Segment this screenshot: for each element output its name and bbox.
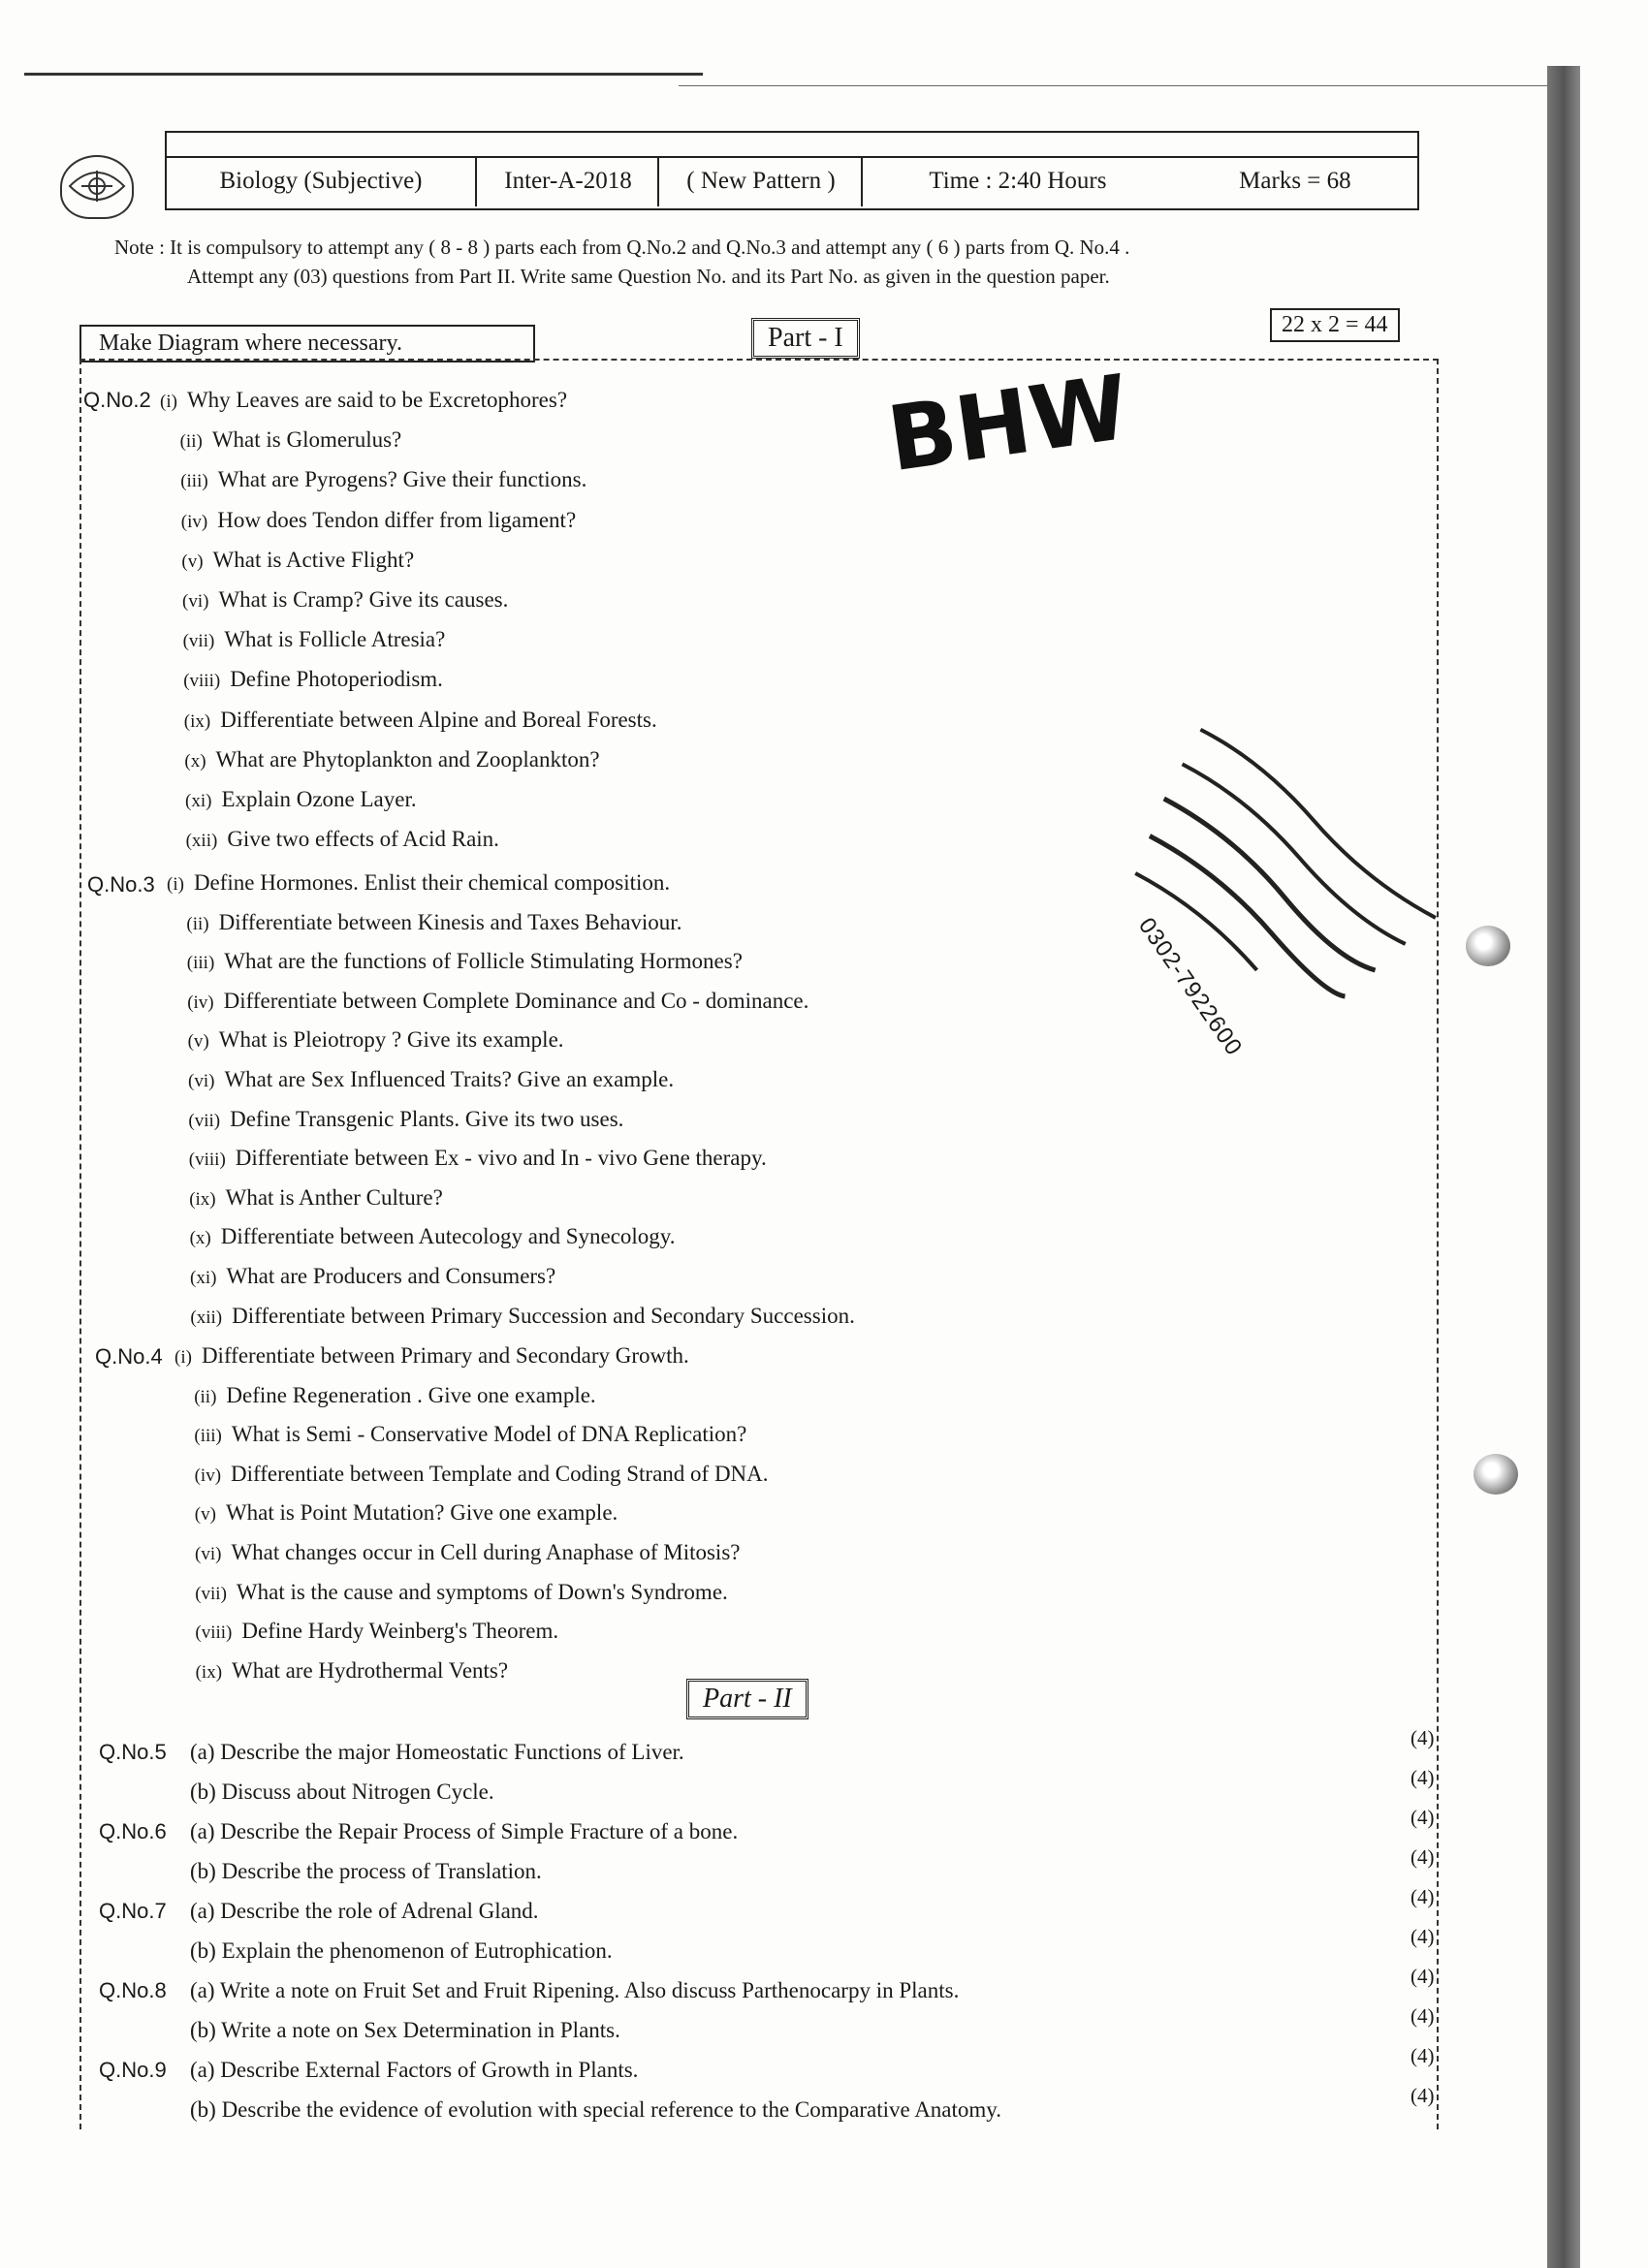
marks-label: Marks = 68 bbox=[1239, 168, 1351, 194]
part2-question-label: Q.No.5 bbox=[99, 1740, 167, 1764]
part-one-score-box: 22 x 2 = 44 bbox=[1270, 308, 1400, 342]
item-text: Give two effects of Acid Rain. bbox=[227, 827, 499, 852]
q3-item bbox=[187, 989, 808, 1014]
item-number: (vi) bbox=[195, 1544, 222, 1564]
note-text-1: It is compulsory to attempt any ( 8 - 8 ) parts each from Q.No.2 and Q.No.3 and attempt any ( 6 ) parts from Q. No.4 . bbox=[170, 236, 1130, 259]
part2-part-b: (b) Describe the process of Translation. bbox=[190, 1859, 542, 1883]
part2-part-a: (a) Describe the Repair Process of Simple Fracture of a bone. bbox=[190, 1819, 739, 1843]
item-text: What are Pyrogens? Give their functions. bbox=[217, 467, 587, 492]
item-number: (x) bbox=[189, 1228, 211, 1249]
part2-marks-b: (4) bbox=[1410, 1845, 1435, 1869]
item-number: (ix) bbox=[183, 710, 211, 732]
item-text: What are Sex Influenced Traits? Give an example. bbox=[224, 1067, 675, 1091]
q4-label: Q.No.4 bbox=[95, 1344, 163, 1369]
part2-question-label: Q.No.9 bbox=[99, 2058, 167, 2082]
handwritten-initials bbox=[887, 359, 1178, 480]
item-text: Differentiate between Template and Coding Strand of DNA. bbox=[231, 1461, 769, 1486]
part2-part-b: (b) Write a note on Sex Determination in Plants. bbox=[190, 2018, 620, 2042]
item-number: (v) bbox=[194, 1504, 216, 1526]
item-number: (ii) bbox=[179, 431, 203, 453]
part2-marks-b: (4) bbox=[1410, 2084, 1435, 2107]
q3-item bbox=[190, 1224, 676, 1249]
item-text: What is Anther Culture? bbox=[225, 1184, 443, 1210]
item-number: (iv) bbox=[180, 511, 208, 532]
item-number: (iv) bbox=[187, 992, 214, 1013]
item-number: (ii) bbox=[186, 913, 209, 934]
item-number: (i) bbox=[160, 392, 177, 412]
item-number: (v) bbox=[181, 551, 204, 572]
item-number: (vi) bbox=[188, 1071, 215, 1091]
item-text: What are the functions of Follicle Stimulating Hormones? bbox=[224, 949, 743, 974]
part2-part-a: (a) Write a note on Fruit Set and Fruit Ripening. Also discuss Parthenocarpy in Plants. bbox=[190, 1978, 960, 2002]
part2-part-a: (a) Describe the role of Adrenal Gland. bbox=[190, 1899, 539, 1923]
item-text: What is Cramp? Give its causes. bbox=[218, 587, 509, 612]
item-text: What are Hydrothermal Vents? bbox=[232, 1657, 509, 1683]
q2-item bbox=[183, 627, 446, 652]
q3-item bbox=[188, 1027, 564, 1053]
item-text: Define Hormones. Enlist their chemical composition. bbox=[193, 870, 671, 895]
item-number: (xi) bbox=[185, 791, 212, 811]
item-number: (iii) bbox=[180, 471, 208, 492]
item-text: Differentiate between Ex - vivo and In - vivo Gene therapy. bbox=[235, 1146, 767, 1171]
q2-item bbox=[184, 708, 657, 733]
item-text: Define Hardy Weinberg's Theorem. bbox=[241, 1619, 559, 1644]
q4-item bbox=[195, 1619, 558, 1644]
item-number: (ii) bbox=[194, 1386, 217, 1407]
part2-part-b: (b) Explain the phenomenon of Eutrophication. bbox=[190, 1938, 613, 1963]
item-number: (xi) bbox=[190, 1268, 217, 1288]
q4-item bbox=[195, 1462, 769, 1487]
part2-marks-b: (4) bbox=[1410, 1766, 1435, 1789]
part2-part-b: (b) Describe the evidence of evolution with special reference to the Comparative Anatomy. bbox=[190, 2097, 1002, 2122]
item-number: (xii) bbox=[190, 1307, 223, 1328]
paper-code-cell: Inter-A-2018 bbox=[475, 156, 659, 206]
handwritten-text: BHW bbox=[887, 359, 1135, 475]
item-number: (iv) bbox=[194, 1465, 222, 1486]
part2-marks-a: (4) bbox=[1410, 1885, 1435, 1908]
scan-edge-line bbox=[24, 73, 703, 76]
item-number: (vii) bbox=[195, 1583, 227, 1604]
part2-part-a: (a) Describe External Factors of Growth in Plants. bbox=[190, 2058, 639, 2082]
item-number: (x) bbox=[184, 750, 206, 772]
q3-item bbox=[190, 1264, 555, 1289]
q3-item bbox=[189, 1146, 767, 1171]
pattern-cell: ( New Pattern ) bbox=[657, 156, 863, 206]
item-text: Explain Ozone Layer. bbox=[221, 787, 417, 811]
scan-edge-line-thin bbox=[679, 85, 1551, 86]
q4-item bbox=[195, 1580, 728, 1605]
item-number: (i) bbox=[174, 1347, 192, 1368]
punch-hole-bottom bbox=[1474, 1454, 1518, 1495]
q2-item bbox=[181, 548, 414, 573]
q3-item bbox=[189, 1185, 443, 1211]
q2-item bbox=[184, 747, 599, 772]
q4-item bbox=[194, 1422, 746, 1447]
q3-item bbox=[167, 870, 670, 896]
q2-item bbox=[186, 827, 499, 852]
item-number: (viii) bbox=[188, 1150, 226, 1171]
q3-item bbox=[186, 910, 681, 935]
item-number: (ix) bbox=[195, 1661, 223, 1683]
item-text: What changes occur in Cell during Anaphase of Mitosis? bbox=[231, 1540, 741, 1564]
q4-item bbox=[196, 1658, 509, 1684]
item-number: (vii) bbox=[182, 631, 215, 652]
item-text: Differentiate between Kinesis and Taxes Behaviour. bbox=[218, 909, 682, 934]
item-text: Define Transgenic Plants. Give its two uses. bbox=[230, 1106, 624, 1131]
q2-item bbox=[180, 427, 402, 453]
q2-item bbox=[185, 787, 417, 812]
item-number: (viii) bbox=[183, 671, 221, 692]
part2-marks-a: (4) bbox=[1410, 1965, 1435, 1988]
q3-item bbox=[188, 1107, 623, 1132]
header-cropped-strip bbox=[167, 133, 1417, 158]
scan-right-edge bbox=[1547, 66, 1580, 2268]
part2-marks-a: (4) bbox=[1410, 2044, 1435, 2067]
q4-item bbox=[174, 1343, 689, 1369]
item-text: Define Regeneration . Give one example. bbox=[226, 1382, 596, 1407]
item-number: (ix) bbox=[189, 1188, 216, 1210]
part2-part-b: (b) Discuss about Nitrogen Cycle. bbox=[190, 1780, 494, 1804]
item-number: (viii) bbox=[195, 1622, 233, 1644]
item-text: Differentiate between Primary and Secondary Growth. bbox=[201, 1343, 689, 1368]
item-number: (xii) bbox=[185, 831, 218, 852]
item-text: Differentiate between Primary Succession and Secondary Succession. bbox=[232, 1303, 855, 1328]
item-text: What is Active Flight? bbox=[212, 547, 415, 572]
part-one-heading: Part - I bbox=[751, 318, 860, 359]
part-two-heading: Part - II bbox=[686, 1679, 808, 1719]
part2-marks-a: (4) bbox=[1410, 1726, 1435, 1749]
item-text: What is Glomerulus? bbox=[211, 427, 402, 453]
item-text: Differentiate between Autecology and Synecology. bbox=[220, 1224, 676, 1249]
item-text: Define Photoperiodism. bbox=[230, 667, 443, 692]
q3-item bbox=[190, 1304, 854, 1329]
instructions-note bbox=[114, 233, 1472, 291]
item-text: Differentiate between Complete Dominance and Co - dominance. bbox=[223, 988, 809, 1013]
item-text: What is the cause and symptoms of Down's Syndrome. bbox=[236, 1579, 728, 1604]
item-text: Why Leaves are said to be Excretophores? bbox=[186, 388, 568, 412]
punch-hole-top bbox=[1466, 926, 1510, 966]
time-marks-cell bbox=[861, 156, 1417, 206]
board-seal-logo bbox=[60, 155, 134, 219]
q4-item bbox=[195, 1500, 618, 1526]
part2-question-label: Q.No.8 bbox=[99, 1978, 167, 2002]
item-number: (i) bbox=[167, 874, 184, 895]
item-text: What is Follicle Atresia? bbox=[224, 627, 446, 652]
q2-label: Q.No.2 bbox=[83, 388, 151, 412]
item-number: (vii) bbox=[188, 1110, 221, 1131]
part2-question-label: Q.No.6 bbox=[99, 1819, 167, 1843]
stamp-phone-number: 0302-7922600 bbox=[1132, 913, 1248, 1061]
q3-item bbox=[187, 949, 743, 974]
item-text: Differentiate between Alpine and Boreal Forests. bbox=[220, 707, 657, 732]
exam-header-table bbox=[165, 131, 1419, 210]
item-number: (iii) bbox=[194, 1426, 222, 1447]
subject-cell: Biology (Subjective) bbox=[219, 168, 423, 194]
q3-item bbox=[188, 1067, 674, 1092]
q2-item bbox=[180, 467, 586, 492]
item-number: (vi) bbox=[182, 591, 209, 612]
diagram-instruction-box: Make Diagram where necessary. bbox=[79, 325, 535, 362]
q4-item bbox=[194, 1383, 595, 1408]
item-text: What is Pleiotropy ? Give its example. bbox=[218, 1027, 564, 1053]
part2-marks-b: (4) bbox=[1410, 1925, 1435, 1948]
part2-question-label: Q.No.7 bbox=[99, 1899, 167, 1923]
item-number: (iii) bbox=[186, 953, 215, 974]
part2-marks-b: (4) bbox=[1410, 2004, 1435, 2028]
q2-item bbox=[160, 388, 567, 413]
note-label: Note : bbox=[114, 236, 165, 259]
item-number: (v) bbox=[187, 1031, 209, 1053]
q2-item bbox=[182, 587, 508, 613]
item-text: What is Semi - Conservative Model of DNA Replication? bbox=[231, 1422, 747, 1447]
part2-part-a: (a) Describe the major Homeostatic Functions of Liver. bbox=[190, 1740, 684, 1764]
time-label: Time : 2:40 Hours bbox=[929, 168, 1107, 194]
item-text: What is Point Mutation? Give one example. bbox=[225, 1500, 618, 1526]
q2-item bbox=[181, 508, 576, 533]
part2-marks-a: (4) bbox=[1410, 1806, 1435, 1829]
item-text: What are Producers and Consumers? bbox=[226, 1264, 556, 1288]
note-line-1 bbox=[114, 233, 1472, 262]
q4-item bbox=[195, 1540, 740, 1565]
q3-label: Q.No.3 bbox=[87, 872, 155, 897]
item-text: How does Tendon differ from ligament? bbox=[217, 507, 577, 532]
note-line-2: Attempt any (03) questions from Part II. Write same Question No. and its Part No. as given in the question paper. bbox=[187, 265, 1110, 288]
item-text: What are Phytoplankton and Zooplankton? bbox=[215, 746, 600, 772]
q2-item bbox=[183, 667, 443, 692]
